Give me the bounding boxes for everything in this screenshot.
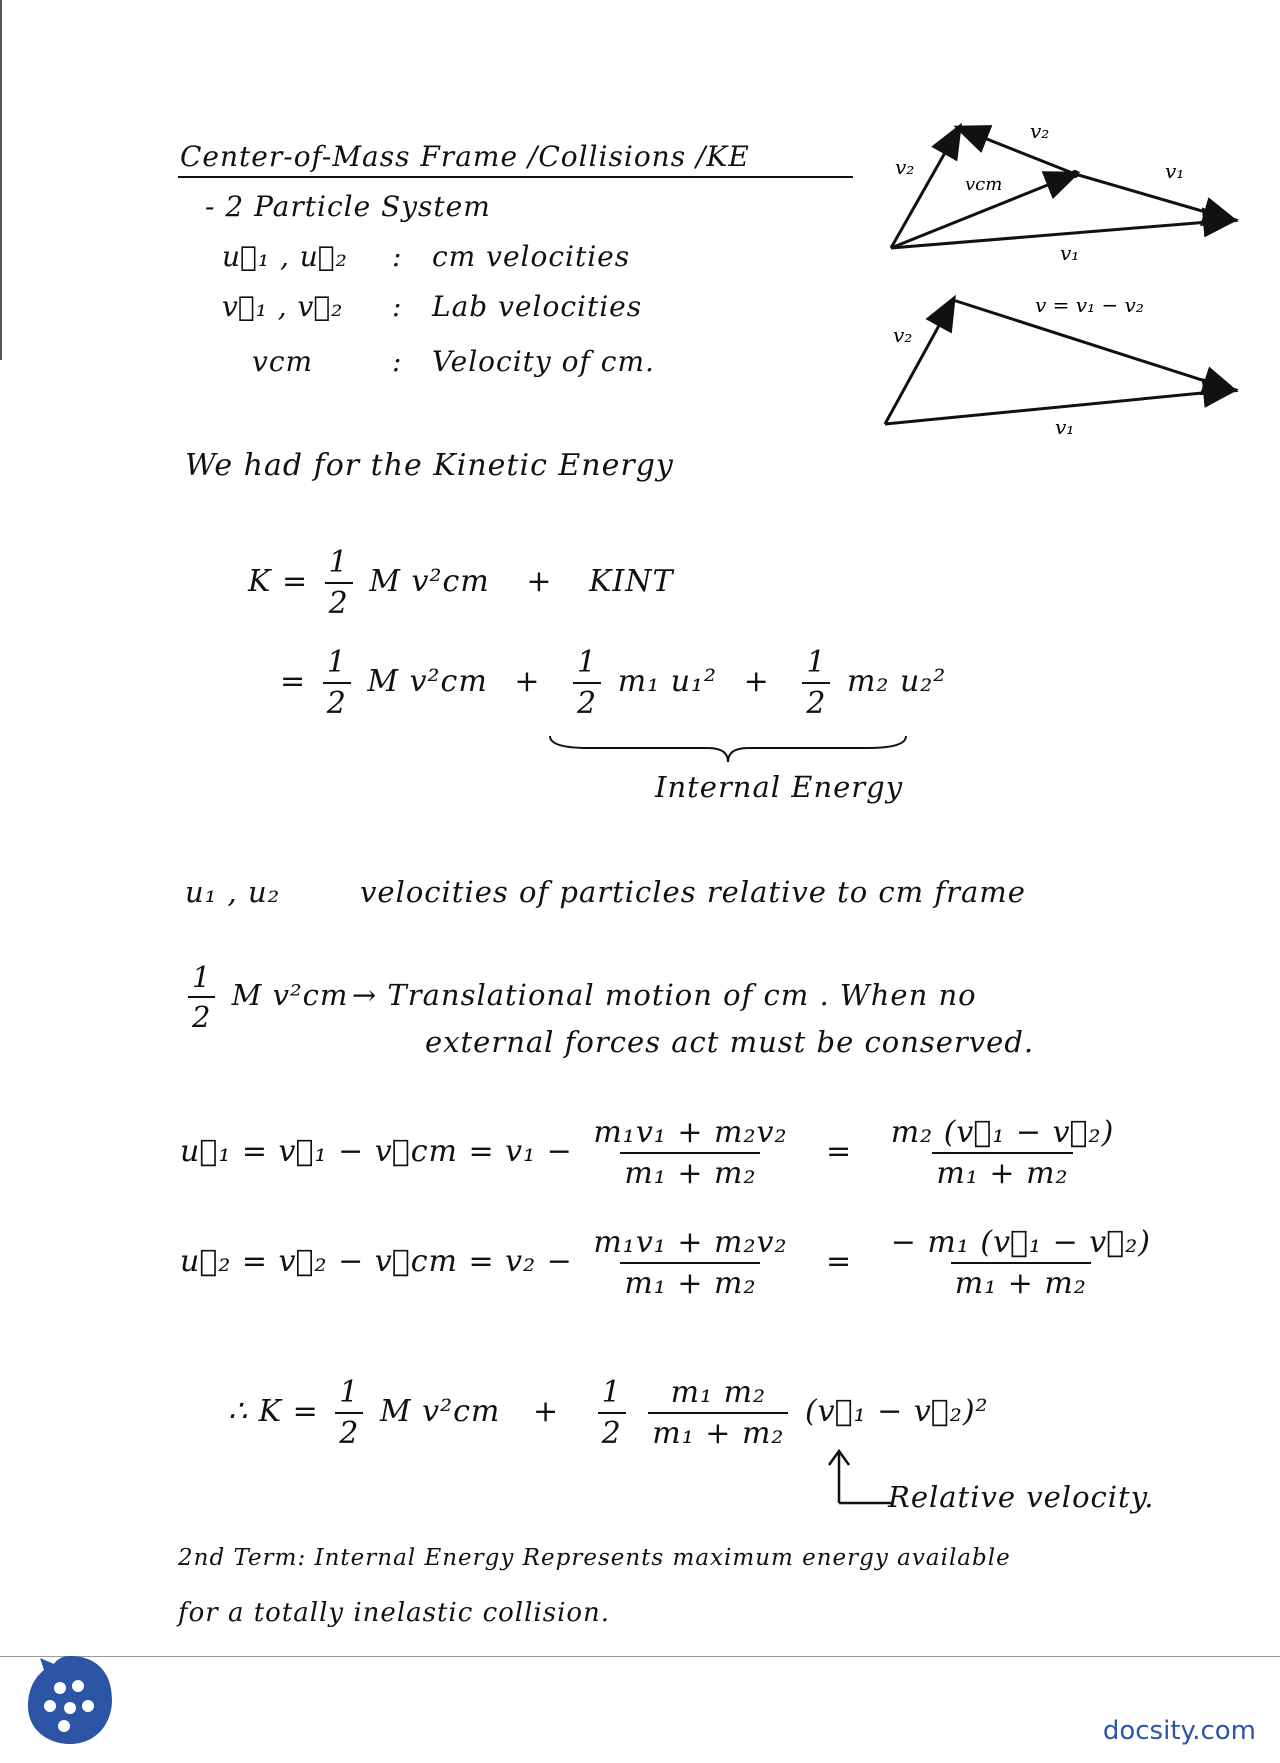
equation-term: KINT (589, 564, 674, 599)
fraction-half: $\frac{1}{2}$ (325, 545, 353, 621)
brand-watermark: docsity.com (1102, 1716, 1256, 1746)
ke-equation-line1 (248, 545, 674, 621)
plus-sign: + (514, 664, 541, 699)
fraction: $\frac{\text{m₁v₁ + m₂v₂}}{\text{m₁ + m₂}}$ (593, 1225, 788, 1301)
label-v2: v₂ (895, 155, 915, 179)
label-vcm: vcm (965, 174, 1003, 195)
velocity-triangle-diagram (875, 112, 1255, 442)
plus-sign: + (743, 664, 770, 699)
ke-equation-line2 (280, 645, 946, 721)
fraction-half: $\frac{1}{2}$ (573, 645, 601, 721)
label-u2: v₂ (1030, 119, 1050, 143)
u-note (185, 875, 1026, 909)
equation-term: m₂ u₂² (846, 664, 947, 699)
fraction-half: $\frac{1}{2}$ (188, 960, 215, 1034)
definition-symbol: u⃗₁ , u⃗₂ (222, 240, 348, 273)
definition-symbol: vcm (252, 345, 314, 378)
definition-row: vcm : Velocity of cm. (252, 345, 655, 378)
relative-velocity-term: (v⃗₁ − v⃗₂)² (804, 1394, 989, 1429)
translational-text-line2: external forces act must be conserved. (425, 1025, 1035, 1059)
relative-velocity-note: Relative velocity. (888, 1480, 1155, 1514)
equals-sign: = (280, 664, 307, 699)
u2-cm-arrow (959, 128, 1075, 174)
bottom-triangle (885, 293, 1233, 439)
equation-lhs: ∴ K = (228, 1394, 319, 1429)
u1-equation (180, 1115, 1124, 1191)
closing-line2: for a totally inelastic collision. (178, 1598, 611, 1628)
fraction-half: $\frac{1}{2}$ (598, 1375, 626, 1451)
equals-sign: = (826, 1134, 853, 1169)
label-u1: v₁ (1165, 159, 1185, 183)
definition-text: cm velocities (432, 240, 631, 273)
page-title: Center-of-Mass Frame /Collisions /KE (180, 140, 750, 173)
plus-sign: + (532, 1394, 560, 1429)
k-final-equation (228, 1375, 989, 1451)
equation-term: M v²cm (367, 664, 488, 699)
plus-sign: + (526, 564, 553, 599)
fraction: $\frac{\text{m₁ m₂}}{\text{m₁ + m₂}}$ (648, 1375, 788, 1451)
fraction-half: $\frac{1}{2}$ (323, 645, 351, 721)
title-underline (178, 176, 853, 178)
equation-term: M v²cm (379, 1394, 501, 1429)
top-triangle (891, 119, 1233, 265)
page-edge-line (0, 0, 2, 360)
equation-term: m₁ u₁² (617, 664, 718, 699)
u-symbols: u₁ , u₂ (185, 875, 281, 909)
u1-cm-arrow (1075, 174, 1233, 220)
relative-velocity-arrow-icon (825, 1445, 895, 1505)
definition-text: Lab velocities (432, 290, 643, 323)
translational-text-line1: → Translational motion of cm . When no (351, 978, 977, 1012)
fraction-half: $\frac{1}{2}$ (802, 645, 830, 721)
label-v1: v₁ (1060, 241, 1080, 265)
definition-row: u⃗₁ , u⃗₂ : cm velocities (222, 240, 631, 273)
v2-lab-arrow (891, 128, 959, 248)
fraction: $\frac{\text{m₁v₁ + m₂v₂}}{\text{m₁ + m₂}}$ (593, 1115, 788, 1191)
underbrace (548, 734, 908, 764)
translational-note (182, 960, 977, 1034)
u-note-text: velocities of particles relative to cm frame (360, 875, 1026, 909)
equation-term: M v²cm (369, 564, 490, 599)
equals-sign: = (826, 1244, 853, 1279)
definition-text: Velocity of cm. (432, 345, 655, 378)
u2-equation (180, 1225, 1161, 1301)
fraction: $\frac{\text{− m₁ (v⃗₁ − v⃗₂)}}{\text{m₁ + m₂}}$ (890, 1225, 1151, 1301)
equation-lhs: u⃗₂ = v⃗₂ − v⃗cm = v₂ − (180, 1244, 573, 1279)
docsity-logo-icon (20, 1650, 120, 1750)
v2-arrow-bottom (885, 300, 953, 424)
definition-symbol: v⃗₁ , v⃗₂ (222, 290, 344, 323)
footer-divider (0, 1656, 1280, 1657)
closing-line1: 2nd Term: Internal Energy Represents maximum energy available (178, 1545, 1011, 1571)
label-v2-bottom: v₂ (893, 323, 913, 347)
translational-symbol: M v²cm (231, 978, 349, 1012)
label-relative-velocity: v = v₁ − v₂ (1035, 293, 1144, 317)
fraction-half: $\frac{1}{2}$ (335, 1375, 363, 1451)
label-v1-bottom: v₁ (1055, 415, 1075, 439)
cm-point (1071, 170, 1079, 178)
fraction: $\frac{\text{m₂ (v⃗₁ − v⃗₂)}}{\text{m₁ + m₂}}$ (890, 1115, 1115, 1191)
definition-row: v⃗₁ , v⃗₂ : Lab velocities (222, 290, 643, 323)
equation-lhs: u⃗₁ = v⃗₁ − v⃗cm = v₁ − (180, 1134, 573, 1169)
brace-label: Internal Energy (655, 770, 904, 804)
subtitle: - 2 Particle System (205, 190, 491, 223)
intro-text: We had for the Kinetic Energy (185, 448, 674, 483)
equation-lhs: K = (248, 564, 309, 599)
